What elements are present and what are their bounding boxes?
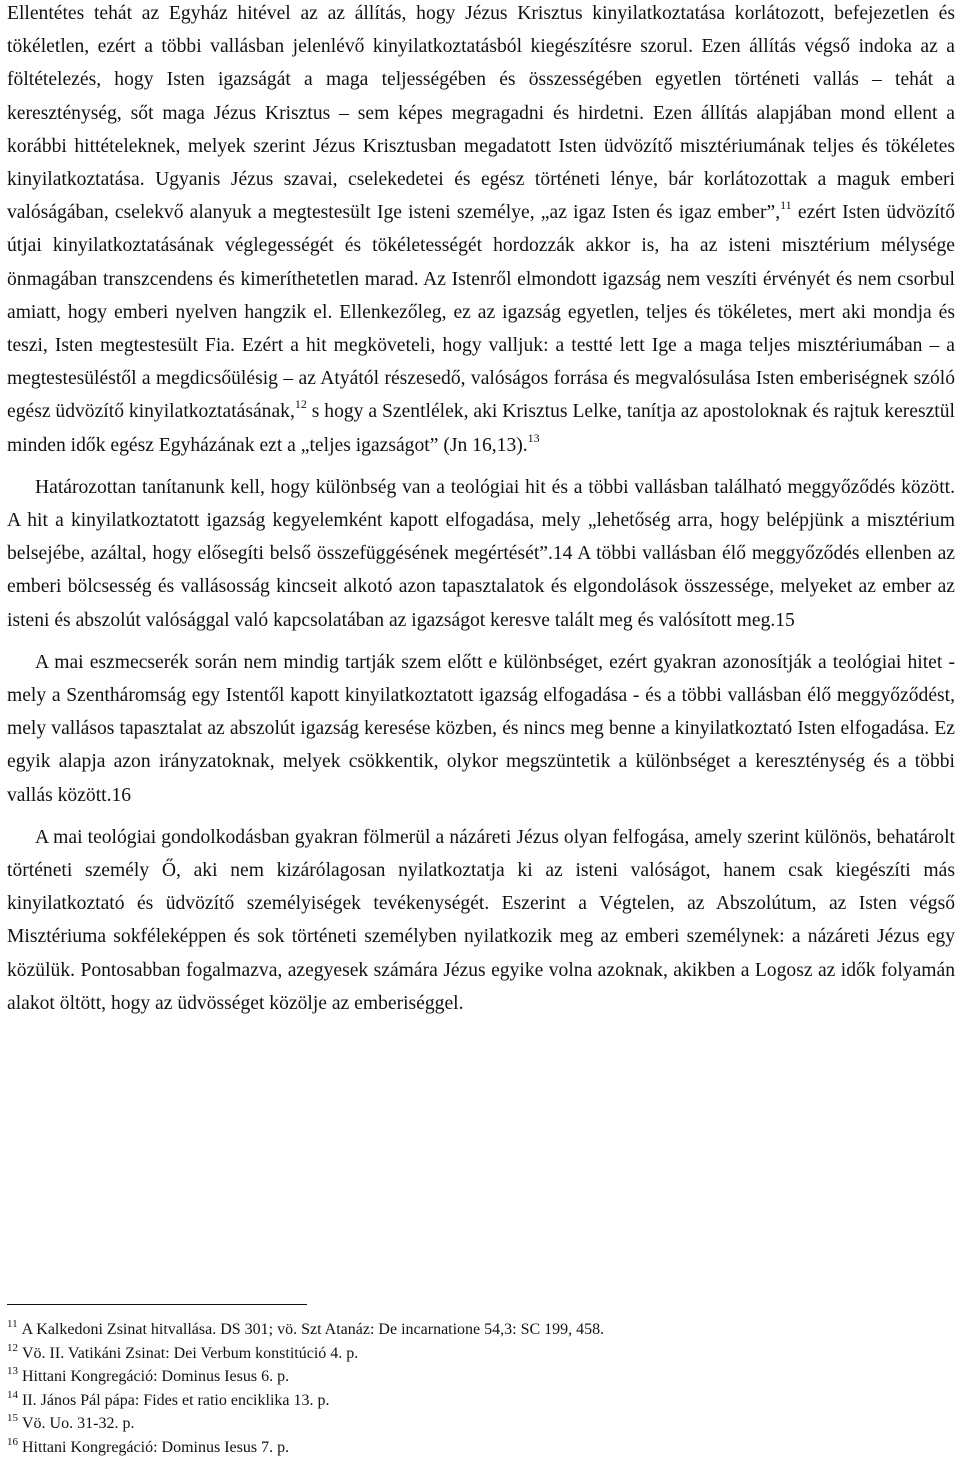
footnote-11 — [7, 1318, 955, 1342]
footnote-number: 11 — [7, 1318, 18, 1330]
footnote-reference: 12 — [294, 397, 307, 412]
paragraph-2 — [7, 471, 955, 637]
footnote-separator — [7, 1304, 307, 1305]
paragraph-text: A mai eszmecserék során nem mindig tartják szem előtt e különbséget, ezért gyakran azonosítják a teológiai hitet - mely a Szentháromság egy Istentől kapott kinyilatkoztatott igazság elfogadása - és a többi vallásban élő meggyőződést, mely vallásos tapasztalat az abszolút igazság keresése közben, és nincs meg benne a kinyilatkoztató Isten elfogadása. Ez egyik alapja azon irányzatoknak, melyek csökkentik, olykor megszüntetik a különbséget a kereszténység és a többi vallás között.16 — [7, 651, 955, 806]
footnote-number: 15 — [7, 1412, 18, 1424]
footnote-13 — [7, 1365, 955, 1389]
footnote-text: Hittani Kongregáció: Dominus Iesus 6. p. — [22, 1368, 290, 1385]
footnote-reference: 13 — [527, 430, 540, 445]
paragraph-text: s hogy a Szentlélek, aki Krisztus Lelke, tanítja az apostoloknak és rajtuk keresztül minden idők egész Egyházának ezt a „teljes igazságot” (Jn 16,13). — [7, 401, 955, 456]
footnote-text: II. János Pál pápa: Fides et ratio enciklika 13. p. — [22, 1391, 330, 1409]
paragraph-text: A mai teológiai gondolkodásban gyakran fölmerül a názáreti Jézus olyan felfogása, amely szerint különös, behatárolt történeti személy Ő, aki nem kizárólagosan nyilatkoztatja ki az isteni valóságot, hanem csak kiegészíti más kinyilatkoztató és üdvözítő személyiségek tevékenységét. Eszerint a Végtelen, az Abszolútum, az Isten végső Misztériuma sokféleképpen és sok történeti személyben nyilatkozik meg az emberi személynek: a názáreti Jézus egy közülük. Pontosabban fogalmazva, azegyesek számára Jézus egyike volna azoknak, akikben a Logosz az idők folyamán alakot öltött, hogy az üdvösséget közölje az emberiséggel. — [7, 826, 955, 1014]
footnote-reference: 11 — [780, 198, 792, 213]
footnote-text: Vö. II. Vatikáni Zsinat: Dei Verbum konstitúció 4. p. — [22, 1344, 359, 1362]
footnote-text: Vö. Uo. 31-32. p. — [22, 1415, 135, 1432]
footnote-text: Hittani Kongregáció: Dominus Iesus 7. p. — [22, 1438, 290, 1456]
paragraph-3 — [7, 646, 955, 812]
footnotes — [7, 1318, 955, 1459]
footnote-14 — [7, 1389, 955, 1413]
paragraph-text: ezért Isten üdvözítő útjai kinyilatkoztatásának véglegességét és tökéletességét hordozzák akkor is, ha az isteni misztérium mélysége önmagában transzcendens és kimeríthetetlen marad. Az Istenről elmondott igazság nem veszíti érvényét és nem csorbul amiatt, hogy emberi nyelven hangzik el. Ellenkezőleg, ez az igazság egyetlen, teljes és tökéletes, mert aki mondja és teszi, Isten megtestesült Fia. Ezért a hit megköveteli, hogy valljuk: a testté lett Ige a maga teljes misztériumában – a megtestesüléstől a megdicsőülésig – az Atyától részesedő, valóságos forrása és megvalósulása Isten emberiségnek szóló egész üdvözítő kinyilatkoztatásának, — [7, 202, 955, 423]
footnote-number: 13 — [7, 1365, 18, 1377]
footnote-16 — [7, 1436, 955, 1460]
paragraph-1 — [7, 0, 955, 462]
footnote-number: 12 — [7, 1341, 18, 1354]
footnote-15 — [7, 1412, 955, 1436]
paragraph-text: Határozottan tanítanunk kell, hogy különbség van a teológiai hit és a többi vallásban található meggyőződés között. A hit a kinyilatkoztatott igazság kegyelemként kapott elfogadása, mely „lehetőség arra, hogy belépjünk a misztérium belsejébe, azáltal, hogy elősegíti belső összefüggésének megértését”.14 A többi vallásban élő meggyőződés ellenben az emberi bölcsesség és vallásosság kincseit alkotó azon tapasztalatok és elgondolások összessége, melyeket az ember az isteni és abszolút valósággal való kapcsolatában az igazságot keresve talált meg és valósított meg.15 — [7, 476, 955, 631]
footnote-number: 14 — [7, 1388, 18, 1401]
document-page — [7, 0, 955, 1020]
footnote-12 — [7, 1342, 955, 1366]
paragraph-4 — [7, 821, 955, 1020]
paragraph-text: Ellentétes tehát az Egyház hitével az az állítás, hogy Jézus Krisztus kinyilatkoztatása korlátozott, befejezetlen és tökéletlen, ezért a többi vallásban jelenlévő kinyilatkoztatásból kiegészítésre szorul. Ezen állítás végső indoka az a föltételezés, hogy Isten igazságát a maga teljességében és összességében egyetlen történeti vallás – tehát a kereszténység, sőt maga Jézus Krisztus – sem képes megragadni és hirdetni. Ezen állítás alapjában mond ellent a korábbi hittételeknek, melyek szerint Jézus Krisztusban megadatott Isten üdvözítő misztériumának teljes és tökéletes kinyilatkoztatása. Ugyanis Jézus szavai, cselekedetei és egész történeti lénye, bár korlátozottak a maguk emberi valóságában, cselekvő alanyuk a megtestesült Ige isteni személye, „az igaz Isten és igaz ember”, — [7, 3, 955, 224]
footnote-text: A Kalkedoni Zsinat hitvallása. DS 301; vö. Szt Atanáz: De incarnatione 54,3: SC 199, 458. — [21, 1321, 605, 1338]
footnote-number: 16 — [7, 1435, 18, 1448]
